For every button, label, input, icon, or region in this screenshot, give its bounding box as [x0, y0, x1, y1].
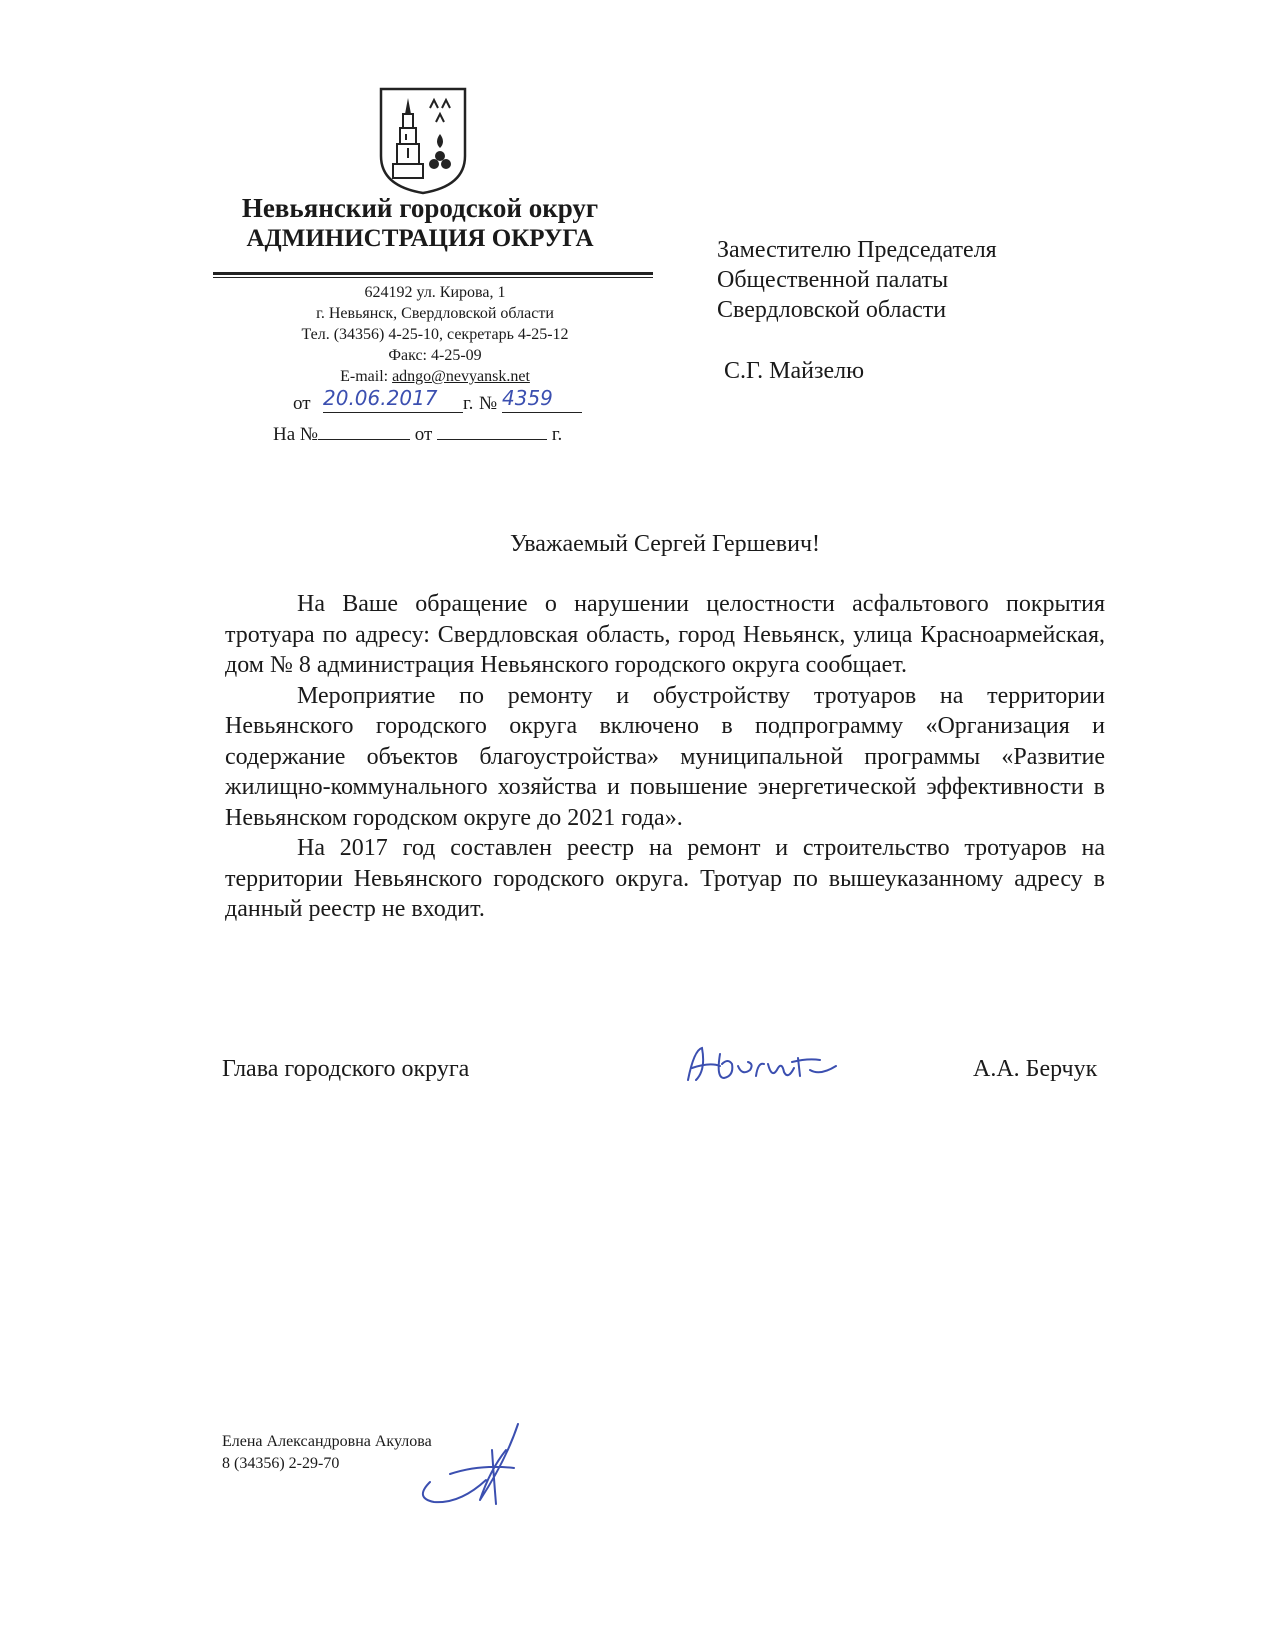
reg-from-label: от [293, 393, 311, 414]
signatory-title: Глава городского округа [222, 1056, 470, 1082]
salutation: Уважаемый Сергей Гершевич! [509, 531, 821, 557]
header-rule-thin [213, 277, 653, 278]
reply-number-blank [318, 421, 410, 440]
organization-name: Невьянский городской округ [241, 193, 599, 223]
executor-phone: 8 (34356) 2-29-70 [222, 1455, 340, 1472]
addressee-name: С.Г. Майзелю [724, 358, 865, 384]
email-label: E-mail: [340, 368, 393, 385]
reg-number-label: № [479, 393, 498, 414]
reply-date-blank [437, 421, 547, 440]
coat-of-arms-icon [378, 86, 468, 196]
reg-year-suffix: г. [463, 393, 474, 414]
addressee-line-3: Свердловской области [717, 297, 947, 323]
executor-name: Елена Александровна Акулова [222, 1433, 432, 1450]
handwritten-signature-icon [680, 1040, 850, 1090]
body-paragraph-3: На 2017 год составлен реестр на ремонт и строительство тротуаров на территории Невьянского городского округа. Тротуар по вышеуказанному адресу в данный реестр не входит. [225, 835, 1105, 922]
phone-line: Тел. (34356) 4-25-10, секретарь 4-25-12 [301, 326, 569, 343]
reply-from-label: от [414, 424, 433, 445]
reply-reference-line [273, 421, 562, 447]
address-line-1: 624192 ул. Кирова, 1 [364, 284, 506, 301]
email-line [235, 367, 635, 387]
fax-line: Факс: 4-25-09 [388, 347, 482, 364]
organization-department: АДМИНИСТРАЦИЯ ОКРУГА [246, 225, 594, 252]
reply-year-suffix: г. [551, 424, 563, 445]
body-paragraph-2: Мероприятие по ремонту и обустройству тротуаров на территории Невьянского городского округа включено в подпрограмму «Организация и содержание объектов благоустройства» муниципальной программы «Развитие жилищно-коммунального хозяйства и повышение энергетической эффективности в Невьянском городском округе до 2021 года». [225, 682, 1105, 831]
addressee-line-2: Общественной палаты [717, 267, 949, 293]
letter-body [225, 589, 1105, 925]
body-paragraph-1: На Ваше обращение о нарушении целостности асфальтового покрытия тротуара по адресу: Свердловская область, город Невьянск, улица Красноармейская, дом № 8 администрация Невьянского городского округа сообщает. [225, 591, 1105, 678]
signatory-name: А.А. Берчук [973, 1056, 1098, 1082]
header-rule-thick [213, 272, 653, 275]
reply-to-label: На № [273, 424, 319, 445]
address-line-2: г. Невьянск, Свердловской области [316, 305, 554, 322]
registration-date: 20.06.2017 [323, 386, 463, 413]
registration-number: 4359 [502, 386, 582, 413]
email-link[interactable]: adngo@nevyansk.net [392, 368, 530, 385]
handwritten-initials-icon [410, 1420, 540, 1510]
addressee-line-1: Заместителю Председателя [717, 237, 997, 263]
